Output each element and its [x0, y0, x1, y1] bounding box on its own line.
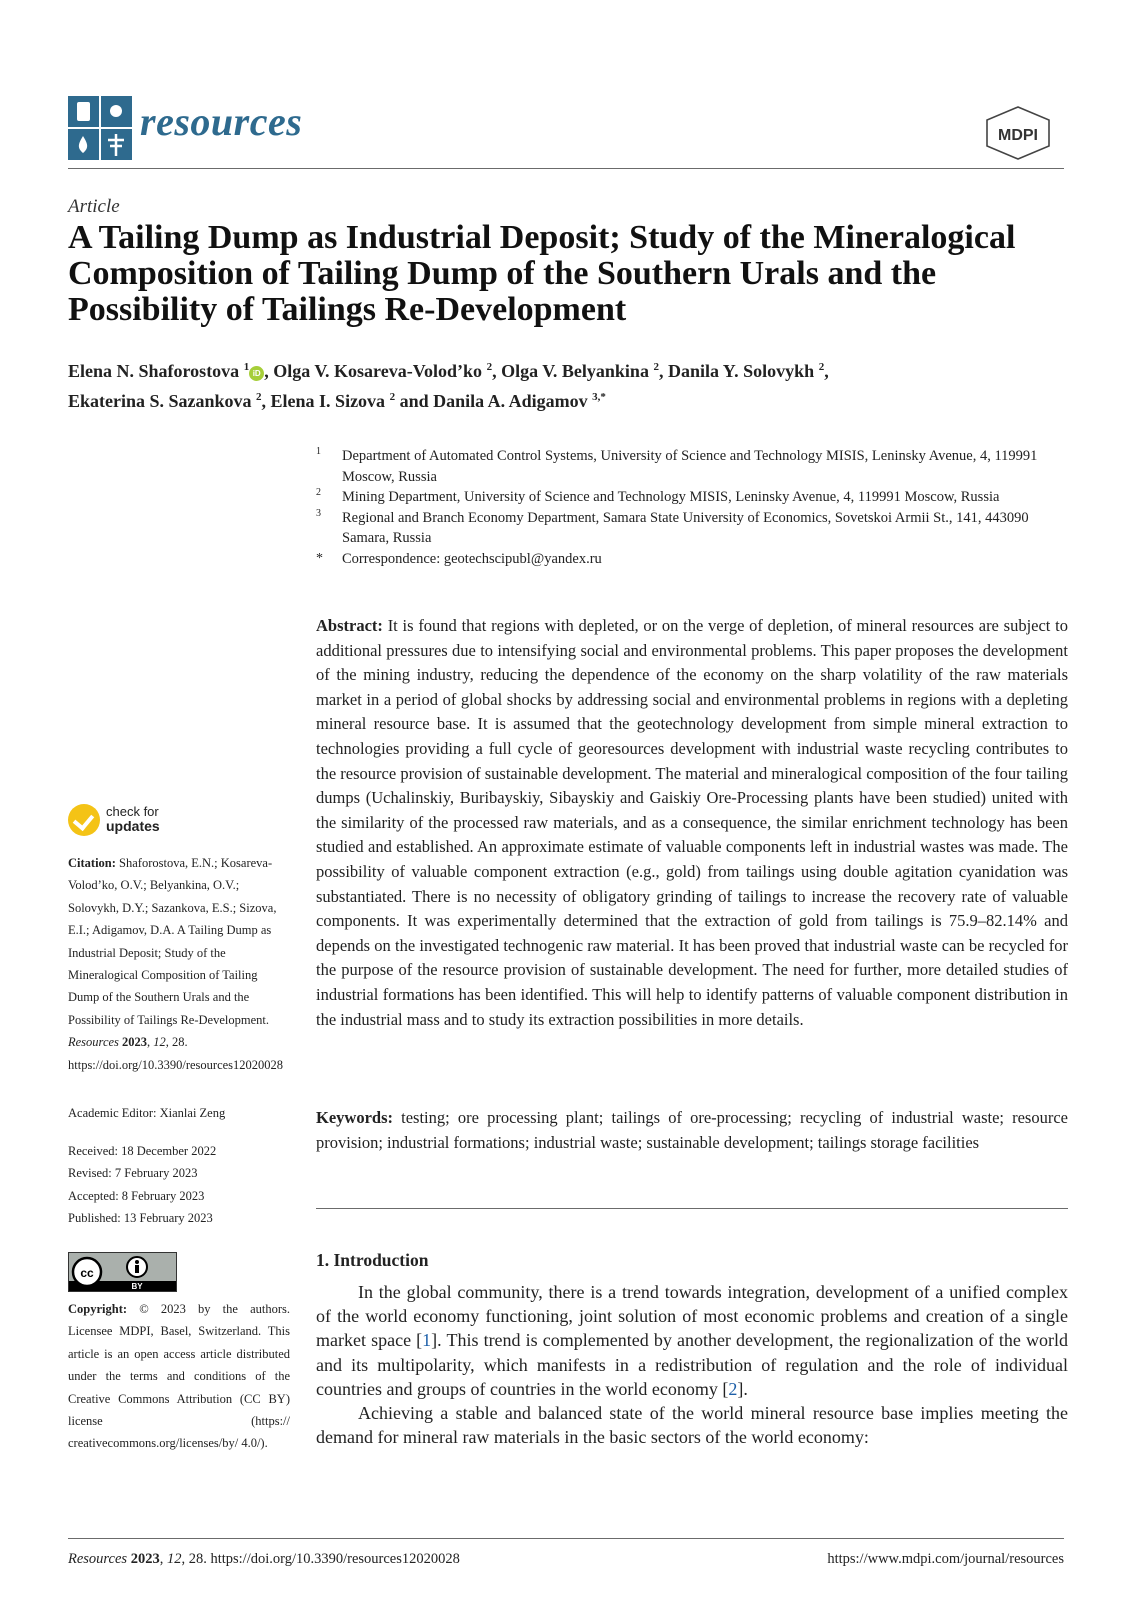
mdpi-logo-icon: [985, 106, 1051, 160]
academic-editor: Academic Editor: Xianlai Zeng: [68, 1106, 226, 1120]
abstract-label: Abstract:: [316, 616, 383, 635]
author-name: Danila A. Adigamov: [433, 391, 588, 411]
affiliation-item: [316, 487, 1068, 508]
correspondence-text[interactable]: Correspondence: geotechscipubl@yandex.ru: [342, 550, 602, 567]
footer-year: 2023: [130, 1551, 160, 1567]
paragraph: In the global community, there is a trend towards integration, development of a unified complex of the world economy functioning, joint solution of most economic problems and creation of a single market space [1]. This trend is complemented by another development, the regionalization of the world and its multipolarity, which manifests in a redistribution of regulation and the role of individual countries and groups of countries in the world economy [2].: [316, 1282, 1068, 1399]
citation-journal: Resources: [68, 1035, 119, 1050]
citation-text: Shaforostova, E.N.; Kosareva-Volod’ko, O.V.; Belyankina, O.V.; Solovykh, D.Y.; Sazankova, E.S.; Sizova, E.I.; Adigamov, D.A. A Tailing Dump as Industrial Deposit; Study of the Mineralogical Composition of Tailing Dump of the Southern Urals and the Possibility of Tailings Re-Development.: [68, 856, 277, 1027]
author-name: Ekaterina S. Sazankova: [68, 391, 252, 411]
publication-dates: [68, 1140, 216, 1230]
citation-year: 2023: [122, 1035, 148, 1050]
citation-volume: 12: [153, 1035, 166, 1050]
paragraph: Achieving a stable and balanced state of the world mineral resource base implies meeting the demand for mineral raw materials in the basic sectors of the world economy:: [316, 1403, 1068, 1448]
correspondence-item: [316, 549, 1068, 570]
keywords: [316, 1106, 1068, 1155]
author-name: Olga V. Kosareva-Volod’ko: [273, 361, 483, 381]
author-affil-sup: 2: [818, 361, 825, 373]
footer-journal: Resources: [68, 1551, 128, 1567]
citation-doi[interactable]: , 28. https://doi.org/10.3390/resources12020028: [68, 1035, 284, 1072]
paper-title: A Tailing Dump as Industrial Deposit; Study of the Mineralogical Composition of Tailing Dump of the Southern Urals and the Possibility of Tailings Re-Development: [68, 219, 1016, 328]
copyright-label: Copyright:: [68, 1302, 128, 1316]
author-affil-sup: 1: [243, 361, 250, 373]
footer-citation: Resources 2023, 12, 28. https://doi.org/10.3390/resources12020028: [68, 1551, 460, 1567]
citation-block: Citation: Shaforostova, E.N.; Kosareva-Volod’ko, O.V.; Belyankina, O.V.; Solovykh, D.Y.; Sazankova, E.S.; Sizova, E.I.; Adigamov, D.A. A Tailing Dump as Industrial Deposit; Study of the Mineralogical Composition of Tailing Dump of the Southern Urals and the Possibility of Tailings Re-Development. Resources 2023, 12, 28. https://doi.org/10.3390/resources12020028: [68, 856, 284, 1072]
footer-volume: 12: [166, 1551, 182, 1567]
author-affil-sup: 2: [389, 391, 396, 403]
introduction-body: [316, 1280, 1068, 1449]
section-divider: [316, 1208, 1068, 1209]
affiliation-item: [316, 446, 1068, 487]
author-name: Danila Y. Solovykh: [667, 361, 815, 381]
accepted-date: Accepted: 8 February 2023: [68, 1188, 205, 1203]
author-list: Elena N. Shaforostova $^1$iD , Olga V. Kosareva-Volod’ko $^2$, Olga V. Belyankina $^2$, Danila Y. Solovykh $^2$, Ekaterina S. Sazankova $^2$, Elena I. Sizova $^2$ and Danila A. Adigamov $^{3,*}$: [68, 361, 829, 411]
author-name: Elena I. Sizova: [270, 391, 386, 411]
footer-divider: [68, 1538, 1064, 1539]
correspondence-marker: *: [316, 550, 323, 566]
author-name: Olga V. Belyankina: [501, 361, 649, 381]
updates-label: updates: [106, 818, 160, 834]
author-affil-sup: 3,*: [592, 391, 606, 403]
header-divider: [68, 168, 1064, 169]
check-for-updates-badge[interactable]: [68, 802, 178, 838]
check-for-label: check for: [106, 804, 159, 819]
revised-date: Revised: 7 February 2023: [68, 1166, 198, 1181]
affiliation-text: Regional and Branch Economy Department, Samara State University of Economics, Sovetskoi Armii St., 141, 443090 Samara, Russia: [342, 509, 1029, 546]
affiliation-list: [316, 446, 1068, 569]
cc-label: cc: [80, 1266, 94, 1280]
affiliation-number: 2: [316, 487, 321, 498]
checkmark-icon: [68, 804, 100, 836]
cc-by-license-icon[interactable]: [68, 1252, 177, 1292]
footer-doi[interactable]: , 28. https://doi.org/10.3390/resources12020028: [181, 1551, 460, 1567]
published-date: Published: 13 February 2023: [68, 1211, 213, 1226]
affiliation-text: Mining Department, University of Science and Technology MISIS, Leninsky Avenue, 4, 119991 Moscow, Russia: [342, 489, 1000, 505]
author-affil-sup: 2: [486, 361, 493, 373]
affiliation-number: 1: [316, 446, 321, 457]
keywords-label: Keywords:: [316, 1108, 393, 1127]
abstract-text: It is found that regions with depleted, or on the verge of depletion, of mineral resources are subject to additional pressures due to intensifying social and environmental problems. This paper proposes the development of the mining industry, reducing the dependence of the economy on the sharp volatility of the raw materials market in a period of global shocks by addressing social and environmental problems in regions with a depleting mineral resource base. It is assumed that the geotechnology development from simple mineral extraction to technologies providing a full cycle of georesources development with industrial waste recycling contributes to the resource provision of sustainable development. The material and mineralogical composition of the four tailing dumps (Uchalinskiy, Buribayskiy, Sibayskiy and Gaiskiy Ore-Processing plants have been studied) united with the similarity of the processed raw materials, and as a consequence, the similar enrichment technology has been studied and established. An approximate estimate of valuable components left in industrial wastes was made. The possibility of valuable component extraction (e.g., gold) from tailings using double agitation cyanidation was substantiated. There is no necessity of obligatory grinding of tailings to increase the recovery rate of valuable components. It was experimentally determined that the extraction of gold from tailings is 75.9–82.14% and depends on the investigated technogenic raw material. It has been proved that industrial waste can be recycled for the purpose of the resource provision of sustainable development. The need for further, more detailed studies of industrial formations has been identified. This will help to identify patterns of valuable component distribution in the industrial mass and to study its extraction possibilities in more details.: [316, 616, 1068, 1029]
section-heading: 1. Introduction: [316, 1250, 429, 1270]
copyright-text: © 2023 by the authors. Licensee MDPI, Basel, Switzerland. This article is an open access article distributed under the terms and conditions of the Creative Commons Attribution (CC BY) license (https:// creativecommons.org/licenses/by/ 4.0/).: [68, 1302, 290, 1451]
abstract: [316, 614, 1068, 1032]
article-type: Article: [68, 196, 120, 217]
copyright-block: [68, 1298, 290, 1455]
affiliation-text: Department of Automated Control Systems, University of Science and Technology MISIS, Leninsky Avenue, 4, 119991 Moscow, Russia: [342, 448, 1038, 485]
orcid-icon[interactable]: iD: [249, 366, 264, 381]
affiliation-item: [316, 508, 1068, 549]
reference-link[interactable]: 1: [422, 1330, 432, 1351]
author-affil-sup: 2: [256, 391, 262, 403]
author-affil-sup: 2: [653, 361, 659, 373]
footer-journal-url[interactable]: https://www.mdpi.com/journal/resources: [827, 1551, 1064, 1567]
author-conjunction: and: [399, 391, 429, 411]
affiliation-number: 3: [316, 507, 321, 519]
journal-name: resources: [140, 99, 303, 144]
citation-label: Citation:: [68, 856, 116, 870]
author-name: Elena N. Shaforostova: [68, 361, 240, 381]
cc-by-label: BY: [131, 1282, 143, 1291]
received-date: Received: 18 December 2022: [68, 1144, 217, 1158]
keywords-text: testing; ore processing plant; tailings of ore-processing; recycling of industrial waste; resource provision; industrial formations; industrial waste; sustainable development; tailings storage facilities: [316, 1108, 1068, 1152]
mdpi-logo-text: MDPI: [998, 127, 1038, 144]
journal-logo-icon: [68, 96, 132, 160]
reference-link[interactable]: 2: [728, 1378, 738, 1399]
